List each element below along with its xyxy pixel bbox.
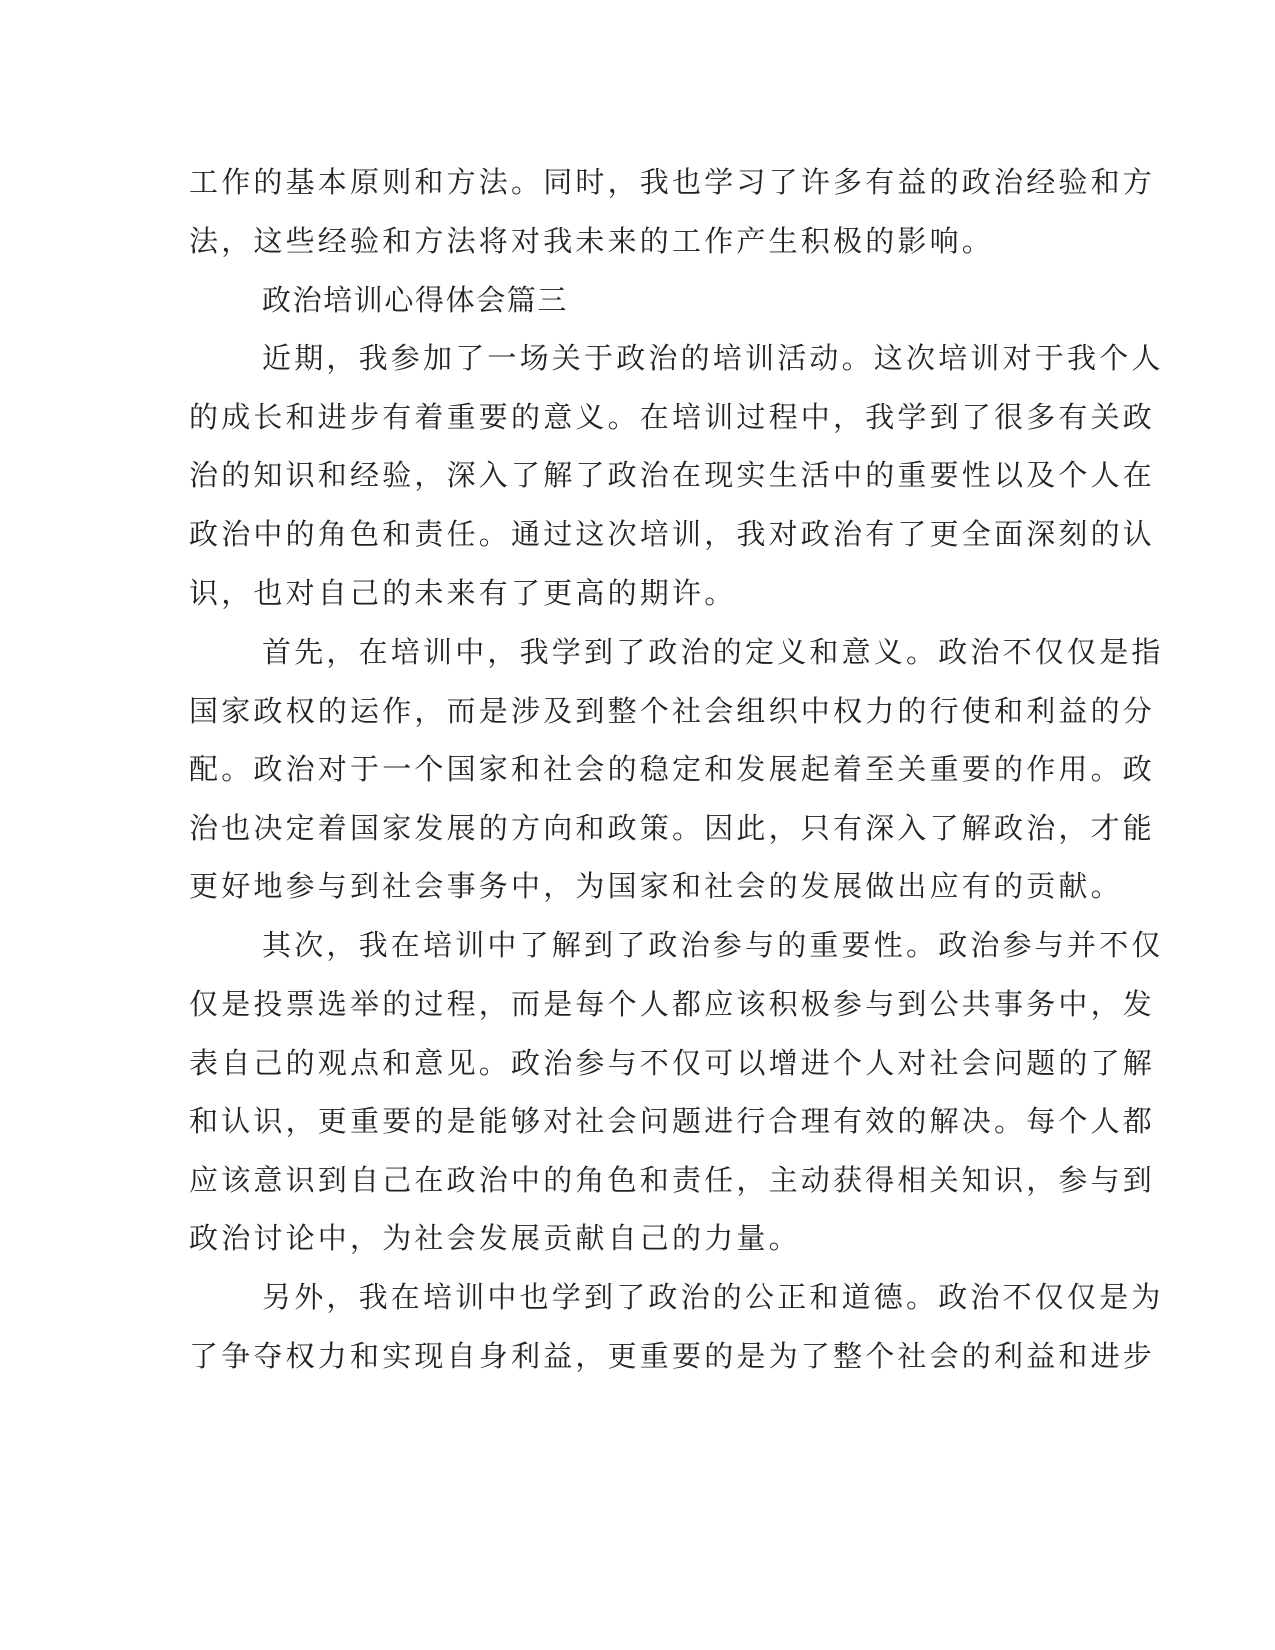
text-line-content: 应该意识到自己在政治中的角色和责任，主动获得相关知识，参与到 xyxy=(189,1163,1156,1197)
text-line-content: 其次，我在培训中了解到了政治参与的重要性。政治参与并不仅 xyxy=(262,928,1164,962)
text-line-content: 仅是投票选举的过程，而是每个人都应该积极参与到公共事务中，发 xyxy=(189,987,1156,1021)
text-line-content: 国家政权的运作，而是涉及到整个社会组织中权力的行使和利益的分 xyxy=(189,694,1156,728)
text-line xyxy=(0,1092,1275,1150)
text-line xyxy=(0,505,1275,563)
text-line-content: 了争夺权力和实现自身利益，更重要的是为了整个社会的利益和进步 xyxy=(189,1339,1156,1373)
text-line xyxy=(0,682,1275,740)
text-line-content: 的成长和进步有着重要的意义。在培训过程中，我学到了很多有关政 xyxy=(189,400,1156,434)
text-line xyxy=(0,1209,1275,1267)
section-heading xyxy=(0,271,1275,329)
text-line xyxy=(0,446,1275,504)
text-line xyxy=(0,212,1275,270)
text-line-content: 政治中的角色和责任。通过这次培训，我对政治有了更全面深刻的认 xyxy=(189,517,1156,551)
text-line-content: 治的知识和经验，深入了解了政治在现实生活中的重要性以及个人在 xyxy=(189,458,1156,492)
paragraph-first-line xyxy=(0,1268,1275,1326)
text-line xyxy=(0,153,1275,211)
text-line-content: 配。政治对于一个国家和社会的稳定和发展起着至关重要的作用。政 xyxy=(189,752,1156,786)
text-line-content: 法，这些经验和方法将对我未来的工作产生积极的影响。 xyxy=(189,224,995,258)
text-line-content: 表自己的观点和意见。政治参与不仅可以增进个人对社会问题的了解 xyxy=(189,1046,1156,1080)
text-line-content: 识，也对自己的未来有了更高的期许。 xyxy=(189,576,737,610)
text-line-content: 近期，我参加了一场关于政治的培训活动。这次培训对于我个人 xyxy=(262,341,1164,375)
text-line-content: 治也决定着国家发展的方向和政策。因此，只有深入了解政治，才能 xyxy=(189,811,1156,845)
section-heading-text: 政治培训心得体会篇三 xyxy=(262,283,569,317)
text-line-content: 政治讨论中，为社会发展贡献自己的力量。 xyxy=(189,1221,801,1255)
text-line xyxy=(0,799,1275,857)
paragraph-first-line xyxy=(0,623,1275,681)
text-line xyxy=(0,1327,1275,1385)
text-line xyxy=(0,564,1275,622)
text-line xyxy=(0,740,1275,798)
text-line-content: 和认识，更重要的是能够对社会问题进行合理有效的解决。每个人都 xyxy=(189,1104,1156,1138)
text-line xyxy=(0,975,1275,1033)
paragraph-first-line xyxy=(0,916,1275,974)
text-line xyxy=(0,388,1275,446)
text-line-content: 另外，我在培训中也学到了政治的公正和道德。政治不仅仅是为 xyxy=(262,1280,1164,1314)
text-line-content: 首先，在培训中，我学到了政治的定义和意义。政治不仅仅是指 xyxy=(262,635,1164,669)
text-line-content: 工作的基本原则和方法。同时，我也学习了许多有益的政治经验和方 xyxy=(189,165,1156,199)
text-line xyxy=(0,857,1275,915)
text-line-content: 更好地参与到社会事务中，为国家和社会的发展做出应有的贡献。 xyxy=(189,869,1123,903)
paragraph-first-line xyxy=(0,329,1275,387)
text-line xyxy=(0,1034,1275,1092)
text-line xyxy=(0,1151,1275,1209)
